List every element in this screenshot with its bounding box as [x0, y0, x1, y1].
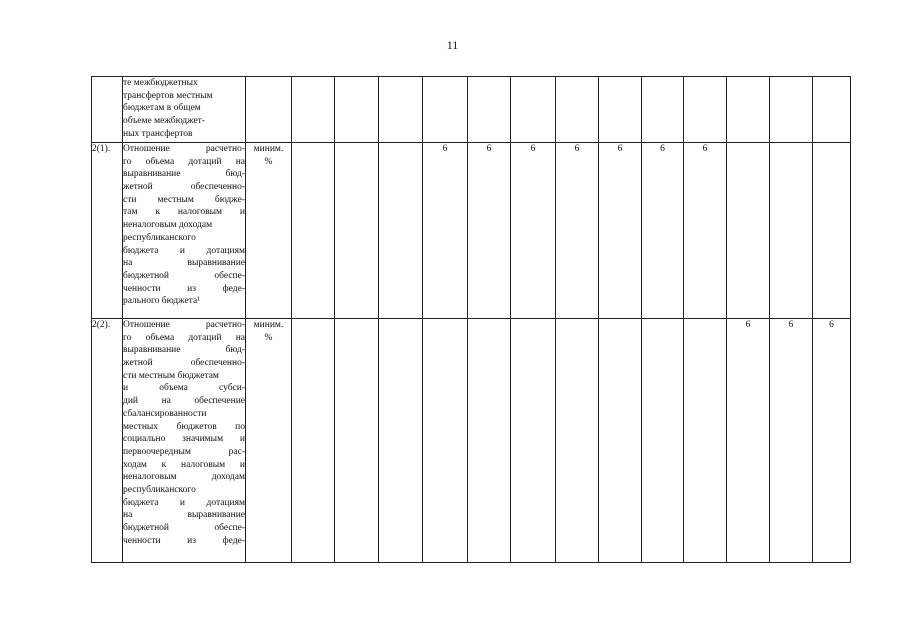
value-cell: [292, 77, 335, 143]
unit-line: миним.: [253, 144, 284, 154]
description-line: трансфертов местным: [123, 90, 213, 101]
value-cell: 6: [511, 143, 556, 319]
value-cell: [335, 143, 379, 319]
description-line: выравнивание бюд-: [123, 345, 245, 356]
description-line: выравнивание бюд-: [123, 169, 245, 180]
description-line: неналоговым доходам: [123, 472, 245, 483]
value-cell: [642, 319, 684, 563]
indicator-description: [123, 77, 246, 143]
value-cell: 6: [556, 143, 599, 319]
value-cell: [423, 77, 468, 143]
description-line: социально значимым и: [123, 434, 245, 445]
description-line: жетной обеспеченно-: [123, 182, 245, 193]
description-line: бюджетам в общем: [123, 103, 201, 114]
unit-line: %: [264, 156, 273, 167]
value-cell: [335, 77, 379, 143]
unit-line: миним.: [253, 320, 284, 330]
value-cell: [292, 319, 335, 563]
indicator-table: [91, 76, 851, 563]
value-cell: [292, 143, 335, 319]
description-line: ченности из феде-: [123, 283, 245, 294]
description-line: дий на обеспечение: [123, 396, 245, 407]
value-cell: [468, 77, 511, 143]
value-cell: [642, 77, 684, 143]
value-cell: [813, 77, 851, 143]
unit-cell: [246, 319, 292, 563]
description-line: ных трансфертов: [123, 128, 193, 139]
description-line: на выравнивание: [123, 258, 245, 269]
value-cell: 6: [770, 319, 813, 563]
description-line: ченности из феде-: [123, 535, 245, 546]
description-line: те межбюджетных: [123, 78, 198, 88]
description-line: неналоговым доходам: [123, 220, 213, 231]
value-cell: [770, 143, 813, 319]
value-cell: [468, 319, 511, 563]
description-line: Отношение расчетно-: [123, 320, 245, 330]
description-line: республиканского: [123, 484, 196, 495]
description-line: на выравнивание: [123, 510, 245, 521]
description-line: там к налоговым и: [123, 207, 245, 218]
indicator-description: [123, 143, 246, 319]
value-cell: [511, 77, 556, 143]
description-line: бюджета и дотациям: [123, 497, 245, 508]
value-cell: 6: [468, 143, 511, 319]
value-cell: [684, 77, 727, 143]
value-cell: [335, 319, 379, 563]
description-line: бюджетной обеспе-: [123, 270, 245, 281]
description-line: сбалансированности: [123, 408, 207, 419]
description-line: сти местным бюджетам: [123, 370, 219, 381]
description-line: го объема дотаций на: [123, 156, 245, 167]
unit-cell: [246, 77, 292, 143]
description-line: местных бюджетов по: [123, 421, 245, 432]
value-cell: [379, 77, 423, 143]
value-cell: [423, 319, 468, 563]
description-line: сти местным бюдже-: [123, 194, 245, 205]
value-cell: [556, 77, 599, 143]
value-cell: 6: [423, 143, 468, 319]
description-line: объеме межбюджет-: [123, 116, 205, 127]
table-row: [92, 77, 851, 143]
value-cell: 6: [684, 143, 727, 319]
value-cell: [379, 319, 423, 563]
value-cell: [511, 319, 556, 563]
description-line: бюджетной обеспе-: [123, 523, 245, 533]
indicator-description: [123, 319, 246, 563]
description-line: республиканского: [123, 232, 196, 243]
table-row: [92, 319, 851, 563]
value-cell: [770, 77, 813, 143]
unit-cell: [246, 143, 292, 319]
description-line: ходам к налоговым и: [123, 459, 245, 470]
value-cell: [599, 77, 642, 143]
value-cell: [599, 319, 642, 563]
description-line: бюджета и дотациям: [123, 245, 245, 256]
page-number: 11: [446, 38, 459, 52]
value-cell: 6: [813, 319, 851, 563]
description-line: рального бюджета¹: [123, 296, 201, 307]
value-cell: [556, 319, 599, 563]
value-cell: [684, 319, 727, 563]
value-cell: 6: [727, 319, 770, 563]
row-number: 2(1).: [92, 143, 123, 319]
unit-line: %: [264, 332, 273, 343]
row-number: 2(2).: [92, 319, 123, 563]
table-row: [92, 143, 851, 319]
row-number: [92, 77, 123, 143]
description-line: и объема субси-: [123, 383, 245, 394]
value-cell: [379, 143, 423, 319]
description-line: Отношение расчетно-: [123, 144, 245, 154]
value-cell: [813, 143, 851, 319]
value-cell: 6: [642, 143, 684, 319]
description-line: жетной обеспеченно-: [123, 358, 245, 369]
description-line: го объема дотаций на: [123, 332, 245, 343]
description-line: первоочередным рас-: [123, 446, 245, 457]
value-cell: [727, 77, 770, 143]
value-cell: [727, 143, 770, 319]
value-cell: 6: [599, 143, 642, 319]
